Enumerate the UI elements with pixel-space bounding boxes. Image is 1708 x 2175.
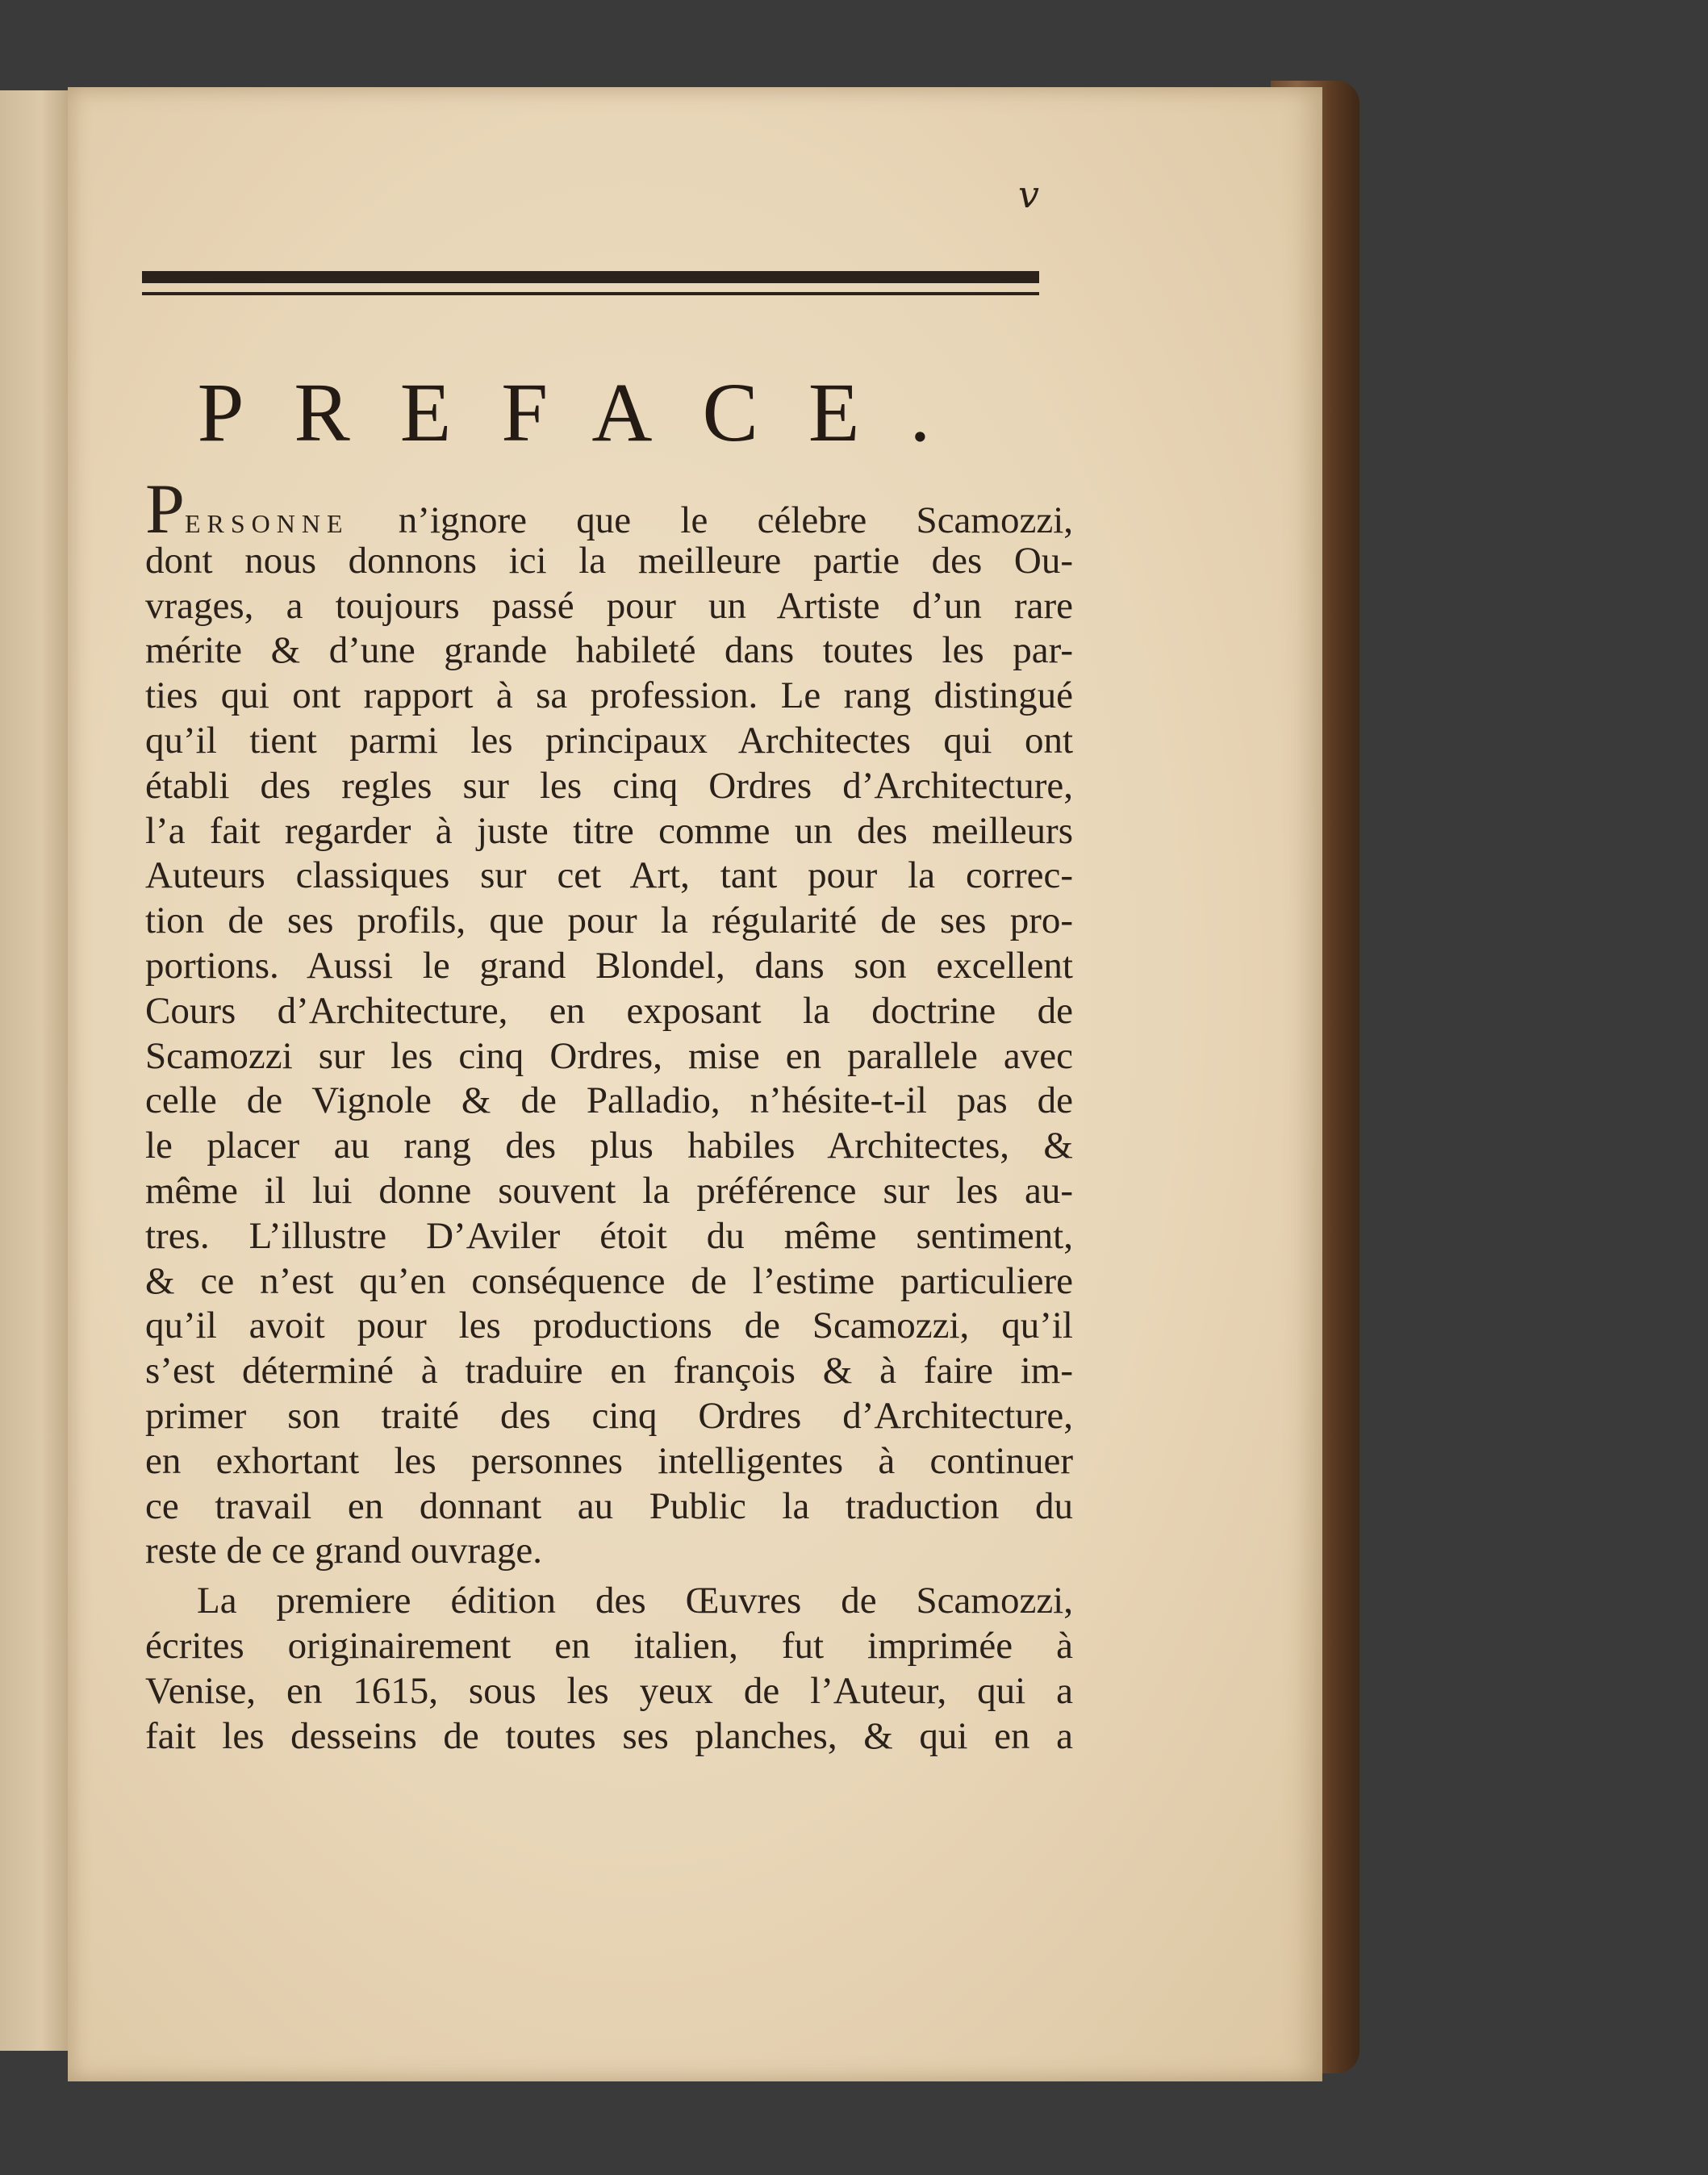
text-line: Venise, en 1615, sous les yeux de l’Auteur, qui a — [145, 1669, 1073, 1712]
header-rule-thin — [142, 292, 1039, 295]
text-line: dont nous donnons ici la meilleure partie des Ou- — [145, 539, 1073, 582]
first-word-smallcaps: ERSONNE — [184, 509, 349, 538]
text-line: tion de ses profils, que pour la régularité de ses pro- — [145, 900, 1073, 942]
text-line: reste de ce grand ouvrage. — [145, 1530, 542, 1572]
text-line: l’a fait regarder à juste titre comme un des meilleurs — [145, 809, 1073, 852]
text-line: tres. L’illustre D’Aviler étoit du même sentiment, — [145, 1214, 1073, 1257]
page-number: v — [1018, 173, 1039, 216]
text-line: écrites originairement en italien, fut imprimée à — [145, 1624, 1073, 1667]
text-line: Cours d’Architecture, en exposant la doctrine de — [145, 989, 1073, 1032]
text-line: en exhortant les personnes intelligentes à continuer — [145, 1439, 1073, 1482]
text-line: le placer au rang des plus habiles Architectes, & — [145, 1125, 1073, 1167]
text-line: & ce n’est qu’en conséquence de l’estime particuliere — [145, 1259, 1073, 1302]
paragraph-1 — [145, 539, 1073, 1574]
text-line: qu’il tient parmi les principaux Architectes qui ont — [145, 719, 1073, 762]
first-line — [145, 470, 1073, 549]
paragraph-2 — [145, 1579, 1073, 1759]
text-line: celle de Vignole & de Palladio, n’hésite-t-il pas de — [145, 1079, 1073, 1122]
text-line: ce travail en donnant au Public la traduction du — [145, 1484, 1073, 1527]
text-line: vrages, a toujours passé pour un Artiste d’un rare — [145, 584, 1073, 627]
text-line: même il lui donne souvent la préférence sur les au- — [145, 1169, 1073, 1212]
facing-page-edge — [0, 90, 72, 2051]
text-line: qu’il avoit pour les productions de Scamozzi, qu’il — [145, 1305, 1073, 1347]
text-line: établi des regles sur les cinq Ordres d’Architecture, — [145, 764, 1073, 807]
text-line: portions. Aussi le grand Blondel, dans son excellent — [145, 944, 1073, 987]
text-line: Scamozzi sur les cinq Ordres, mise en parallele avec — [145, 1034, 1073, 1077]
drop-cap: P — [145, 470, 185, 549]
text-line: Auteurs classiques sur cet Art, tant pour la correc- — [145, 854, 1073, 897]
header-rule-thick — [142, 271, 1039, 283]
body-text — [145, 470, 1073, 1759]
text-line: mérite & d’une grande habileté dans toutes les par- — [145, 629, 1073, 672]
text-line: fait les desseins de toutes ses planches, & qui en a — [145, 1714, 1073, 1757]
text-line: primer son traité des cinq Ordres d’Architecture, — [145, 1394, 1073, 1437]
text-line: La premiere édition des Œuvres de Scamozzi, — [197, 1580, 1073, 1622]
page-title: PREFACE. — [197, 366, 981, 459]
text-line: ties qui ont rapport à sa profession. Le rang distingué — [145, 674, 1073, 717]
first-line-rest: n’ignore que le célebre Scamozzi, — [398, 499, 1073, 541]
text-line: s’est déterminé à traduire en françois & à faire im- — [145, 1350, 1073, 1392]
